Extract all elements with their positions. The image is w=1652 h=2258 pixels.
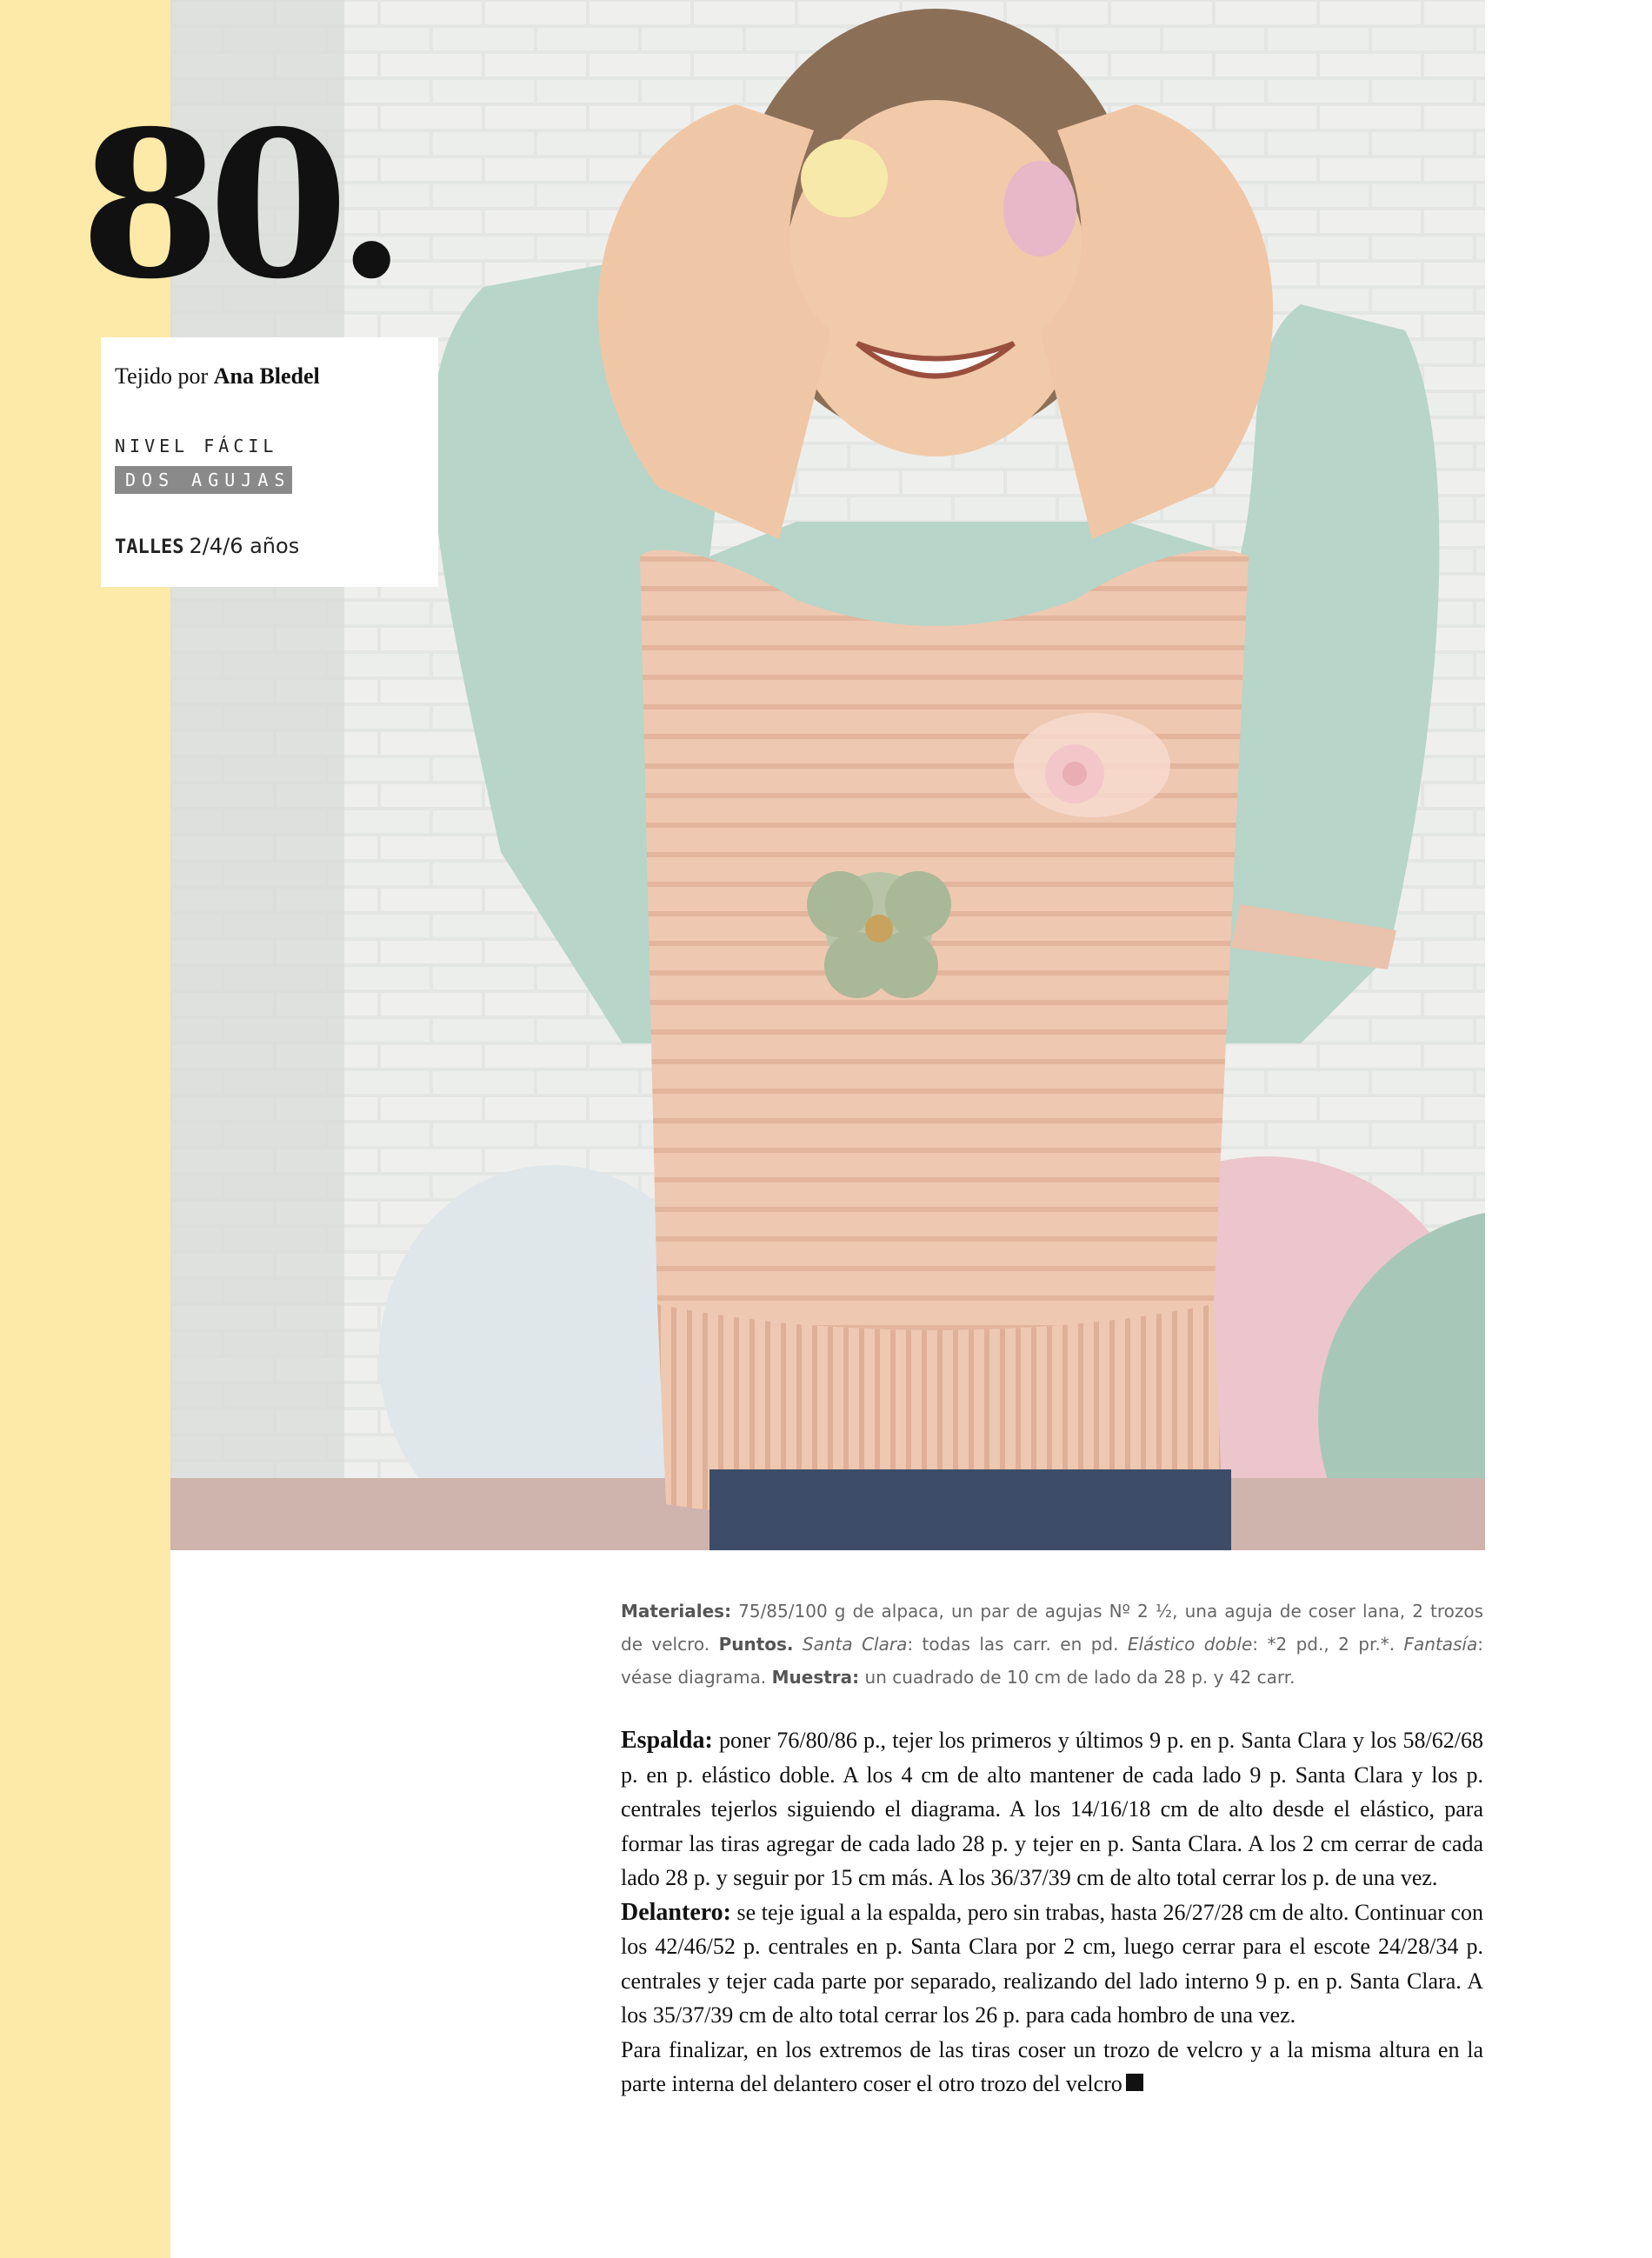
end-mark-icon xyxy=(1126,2074,1143,2091)
sizes-label: TALLES xyxy=(115,536,184,558)
santa-clara-text: : todas las carr. en pd. xyxy=(907,1634,1128,1655)
jeans xyxy=(709,1469,1231,1550)
delantero-paragraph xyxy=(621,1895,1483,2033)
puntos-label: Puntos. xyxy=(718,1634,794,1655)
elastico-text: : *2 pd., 2 pr.*. xyxy=(1252,1634,1404,1655)
difficulty-level: NIVEL FÁCIL xyxy=(115,436,278,456)
fantasia-text: : véase diagrama. xyxy=(621,1634,1483,1688)
finishing-text: Para finalizar, en los extremos de las tiras coser un trozo de velcro y a la misma altura en la parte interna del delantero coser el otro trozo del velcro xyxy=(621,2036,1483,2096)
espalda-paragraph xyxy=(621,1723,1483,1895)
muestra-text: un cuadrado de 10 cm de lado da 28 p. y 42 carr. xyxy=(859,1667,1296,1688)
credit-author: Ana Bledel xyxy=(213,363,320,389)
pattern-number: 80. xyxy=(80,86,395,323)
rose-brooch xyxy=(1014,713,1170,817)
technique-badge: DOS AGUJAS xyxy=(115,466,292,494)
instructions-block xyxy=(621,1723,1483,2101)
delantero-text: se teje igual a la espalda, pero sin trabas, hasta 26/27/28 cm de alto. Continuar con los 42/46/52 p. centrales en p. Santa Clara por 2 cm, luego cerrar para el escote 24/28/34 p. centrales y tejer cada parte por separado, realizando del lado interno 9 p. en p. Santa Clara. A los 35/37/39 cm de alto total cerrar los 26 p. para cada hombro de una vez. xyxy=(621,1899,1483,2028)
knitted-vest xyxy=(640,550,1249,1330)
sizes-line xyxy=(115,534,299,558)
finishing-paragraph xyxy=(621,2033,1483,2101)
info-card xyxy=(101,337,438,587)
espalda-text: poner 76/80/86 p., tejer los primeros y últimos 9 p. en p. Santa Clara y los 58/62/68 p. en p. elástico doble. A los 4 cm de alto mantener de cada lado 9 p. Santa Clara y los p. centrales tejerlos siguiendo el diagrama. A los 14/16/18 cm de alto desde el elástico, para formar las tiras agregar de cada lado 28 p. y tejer en p. Santa Clara. A los 2 cm cerrar de cada lado 28 p. y seguir por 15 cm más. A los 36/37/39 cm de alto total cerrar los p. de una vez. xyxy=(621,1728,1483,1890)
muestra-label: Muestra: xyxy=(771,1667,860,1688)
materials-paragraph xyxy=(621,1595,1483,1694)
candy-yellow xyxy=(801,139,888,217)
candy-pink xyxy=(1003,161,1076,256)
santa-clara-label: Santa Clara xyxy=(802,1634,908,1655)
credit-line xyxy=(115,363,320,390)
sizes-value: 2/4/6 años xyxy=(189,534,300,558)
materiales-label: Materiales: xyxy=(621,1601,732,1622)
materiales-text: 75/85/100 g de alpaca, un par de agujas Nº 2 ½, una aguja de coser lana, 2 trozos de velcro. xyxy=(621,1601,1483,1655)
flower-brooch xyxy=(807,871,951,998)
delantero-label: Delantero: xyxy=(621,1898,731,1926)
fantasia-label: Fantasía xyxy=(1403,1634,1478,1655)
credit-prefix: Tejido por xyxy=(115,363,209,389)
elastico-label: Elástico doble xyxy=(1127,1634,1253,1655)
espalda-label: Espalda: xyxy=(621,1727,713,1754)
